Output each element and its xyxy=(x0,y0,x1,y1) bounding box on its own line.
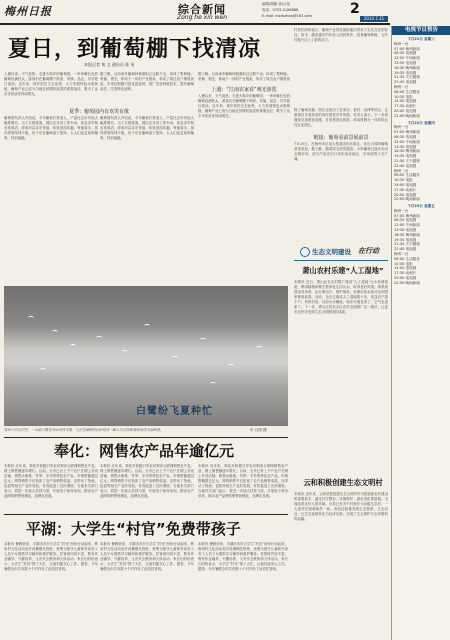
egret-icon xyxy=(28,316,34,320)
tv-listings-sidebar xyxy=(391,26,450,640)
lead-para-mid-2: 入暑以来，天气炎热。走进大埠乡的葡萄园，一串串紫红色的葡萄挂满枝头，游客们在葡萄棚下纳凉、采摘、品尝，尽享夏日清凉。近年来，该乡依托生态优势，大力发展特色水果种植，葡萄产业已成为当地农民增收致富的重要途径，吸引了众多市民前来休闲观光。 xyxy=(198,94,290,118)
lead-para-3: 据了解，目前该乡葡萄种植面积已达数千亩，形成了集种植、采摘、观光、休闲于一体的产业链条，带动了周边农户增收致富。乡里还积极引进优质品种，推广先进种植技术，提升葡萄品质，打造特色品牌。 xyxy=(100,72,194,91)
newspaper-logo: 梅州日报 xyxy=(4,5,52,18)
tv-listing-row: 22:40 电视剧 xyxy=(394,80,417,85)
egret-icon xyxy=(172,356,178,360)
eco-text: 本报讯 近日，萧山区在农村推广建设“人工湿地”污水处理系统，利用植物和微生物净化生活污水，取得良好效果。该系统建设成本低、运行费用少、维护简单，处理后的水质可达到国家排放标准。目前，全区已建成人工湿地数十处，受益农户数千户。村民们说，以前污水横流，现在环境变美了，空气也清新了。下一步，萧山区将在全区农村全面推广这一做法，让更多农民享受到生态文明建设的成果。 xyxy=(294,280,388,314)
egret-icon xyxy=(210,382,216,386)
tv-listing-row: 12:00 午间新闻 xyxy=(394,56,420,61)
tv-listing-row: 18:30 梅州新闻 xyxy=(394,65,420,70)
tv-listing-row: 22:40 电视剧 xyxy=(394,247,417,252)
egret-icon xyxy=(228,364,234,368)
eco-headline-2: 云和积极创建生态文明村 xyxy=(303,478,383,487)
tv-listing-row: 13:30 电视剧 xyxy=(394,228,417,233)
email-line: E-mail: mzrbzhxw@163.com xyxy=(262,14,312,18)
tv-listing-row: 14:00 电视剧 xyxy=(394,266,417,271)
egret-icon xyxy=(70,344,76,348)
phone-line: 电话：0753-2188888 xyxy=(262,8,299,12)
tv-listing-row: 20:00 电视剧 xyxy=(394,192,417,197)
tv-listing-row: 21:30 天天健康 xyxy=(394,242,420,247)
tv-listing-row: 07:00 梅州新闻 xyxy=(394,213,420,218)
leaf-icon xyxy=(300,247,310,257)
tv-listing-row: 21:30 天天健康 xyxy=(394,158,420,163)
date-badge: 2010.7.21 xyxy=(360,16,388,22)
tv-listing-row: 梅州一台 xyxy=(394,208,409,213)
tv-listing-row: 07:00 梅州新闻 xyxy=(394,46,420,51)
masthead-rule xyxy=(0,23,390,25)
tv-listing-row: 19:35 电视剧 xyxy=(394,237,417,242)
story2-headline: 奉化：网售农产品年逾亿元 xyxy=(54,442,235,460)
eco-text-2: 本报讯 近年来，云和县把创建生态文明村作为推进新农村建设的重要抓手，通过村庄整治、环境保护、绿化美化等措施，全面改善农村人居环境。全县已有多个村被评为省级生态村，一大批村庄面貌焕然一新。该县还积极发展生态旅游、生态农业，让生态优势转化为经济优势，实现了生态保护与农民增收的双赢。 xyxy=(294,492,388,521)
lead-subhead-2: 上週：“江南农家看”观光游览 xyxy=(211,87,277,93)
photo-credit: 叶 日朗 摄 xyxy=(250,428,267,432)
divider xyxy=(4,514,288,515)
egret-icon xyxy=(144,324,150,328)
story3-text-1: 本报讯 暑假到来，平湖市各村大学生“村官”纷纷行动起来，利用村文化活动室开设暑期托管班，免费为留守儿童和外来务工人员子女提供学习辅导和看护服务。托管班内容丰富，既有作业辅导、兴趣培养，又有安全教育和文体活动。家长们纷纷表示，大学生“村官”帮了大忙，让他们能安心工作。据悉，今年暑假全市共有数十个村开设了此类托管班。 xyxy=(4,542,98,571)
tv-listings-day: 7月23日 星期五 xyxy=(408,204,435,209)
lead-subhead-3: 链接：葡萄看前景展前景 xyxy=(313,135,369,141)
lead-subhead-1: 夏季：葡萄园内有欢笑有歌 xyxy=(68,109,129,115)
section-pinyin: Zong he xin wen xyxy=(176,14,228,21)
tv-listing-row: 19:35 电视剧 xyxy=(394,70,417,75)
tv-listing-row: 梅州二台 xyxy=(394,168,409,173)
tv-listing-row: 梅州一台 xyxy=(394,125,409,130)
story2-text-2: 本报讯 近年来，奉化市积极引导农民利用互联网销售农产品，网上销售额逐年增长。目前，全市已有上千户农户在网上开设店铺，销售水蜜桃、竹笋、芋艿等特色农产品，年销售额超过亿元。网络销售不仅拓宽了农产品销售渠道，还带动了物流、包装等相关产业的发展，有效促进了农民增收。当地有关部门表示，将进一步加大扶持力度，开展电子商务培训，推动农产品网络销售规模化、品牌化发展。 xyxy=(100,464,194,498)
lead-headline: 夏日，到葡萄棚下找清凉 xyxy=(8,37,262,62)
story2-text-1: 本报讯 近年来，奉化市积极引导农民利用互联网销售农产品，网上销售额逐年增长。目前，全市已有上千户农户在网上开设店铺，销售水蜜桃、竹笋、芋艿等特色农产品，年销售额超过亿元。网络销售不仅拓宽了农产品销售渠道，还带动了物流、包装等相关产业的发展，有效促进了农民增收。当地有关部门表示，将进一步加大扶持力度，开展电子商务培训，推动农产品网络销售规模化、品牌化发展。 xyxy=(4,464,98,498)
tv-listing-row: 22:00 晚间新闻 xyxy=(394,280,420,285)
tv-listing-row: 10:30 电影 xyxy=(394,94,413,99)
tv-listing-row: 18:30 梅州新闻 xyxy=(394,232,420,237)
tv-listing-row: 08:00 生活服务 xyxy=(394,256,420,261)
tv-listing-row: 08:00 生活服务 xyxy=(394,89,420,94)
story3-headline: 平湖：大学生“村官”免费带孩子 xyxy=(26,520,241,538)
tv-listing-row: 14:00 电视剧 xyxy=(394,99,417,104)
lead-byline: 本报记者 黄 文 通讯员 陈 英 xyxy=(84,62,135,67)
tv-listings-day: 7月22日 星期四 xyxy=(408,120,435,125)
photo-caption: 蕉岭千亩良田里，一大群白鹭在田间觅食飞翔，与正在插秧的农民构成一幅人与自然和谐相处的美丽画卷。 xyxy=(4,428,164,432)
right-col-text-1: 村民们纷纷表示，葡萄产业的发展给他们带来了实实在在的好处。如今，越来越多的年轻人回到家乡，投身葡萄种植，为乡村振兴注入了新的活力。 xyxy=(294,28,388,42)
tv-listing-row: 08:30 电视剧 xyxy=(394,134,417,139)
tv-listing-row: 19:35 电视剧 xyxy=(394,154,417,159)
photo-overlay-caption: 白鹭纷飞夏种忙 xyxy=(136,406,213,417)
tv-listing-row: 08:30 电视剧 xyxy=(394,218,417,223)
tv-listing-row: 13:30 电视剧 xyxy=(394,144,417,149)
lead-para-1: 入暑以来，天气炎热。走进大埠乡的葡萄园，一串串紫红色的葡萄挂满枝头，游客们在葡萄棚下纳凉、采摘、品尝，尽享夏日清凉。近年来，该乡依托生态优势，大力发展特色水果种植，葡萄产业已成为当地农民增收致富的重要途径，吸引了众多市民前来休闲观光。 xyxy=(4,72,98,96)
tv-listing-row: 22:00 晚间新闻 xyxy=(394,113,420,118)
tv-listing-row: 14:00 电视剧 xyxy=(394,182,417,187)
divider xyxy=(4,437,288,438)
egret-photo xyxy=(4,286,288,426)
tv-listing-row: 20:00 电视剧 xyxy=(394,108,417,113)
section-title: 综合新闻 xyxy=(178,3,226,16)
story3-text-3: 本报讯 暑假到来，平湖市各村大学生“村官”纷纷行动起来，利用村文化活动室开设暑期托管班，免费为留守儿童和外来务工人员子女提供学习辅导和看护服务。托管班内容丰富，既有作业辅导、兴趣培养，又有安全教育和文体活动。家长们纷纷表示，大学生“村官”帮了大忙，让他们能安心工作。据悉，今年暑假全市共有数十个村开设了此类托管班。 xyxy=(198,542,288,571)
lead-para-2: 葡萄园负责人介绍说，今年葡萄长势喜人，产量比去年有较大幅度增长。为了方便游客，园区还开设了停车场、休息凉亭和农家饭店，游客可以亲手采摘，体验田园乐趣。每逢周末，园内游客络绎不绝，孩子们在葡萄架下嬉戏，大人们品尝新鲜葡萄，其乐融融。 xyxy=(4,116,98,140)
page-number: 2 xyxy=(350,1,360,17)
lead-para-2b: 葡萄园负责人介绍说，今年葡萄长势喜人，产量比去年有较大幅度增长。为了方便游客，园区还开设了停车场、休息凉亭和农家饭店，游客可以亲手采摘，体验田园乐趣。每逢周末，园内游客络绎不绝，孩子们在葡萄架下嬉戏，大人们品尝新鲜葡萄，其乐融融。 xyxy=(100,116,194,140)
tv-listing-row: 08:30 电视剧 xyxy=(394,51,417,56)
tv-listing-row: 18:30 梅州新闻 xyxy=(394,149,420,154)
tv-listing-row: 21:30 天天健康 xyxy=(394,75,420,80)
egret-icon xyxy=(122,350,128,354)
story3-text-2: 本报讯 暑假到来，平湖市各村大学生“村官”纷纷行动起来，利用村文化活动室开设暑期托管班，免费为留守儿童和外来务工人员子女提供学习辅导和看护服务。托管班内容丰富，既有作业辅导、兴趣培养，又有安全教育和文体活动。家长们纷纷表示，大学生“村官”帮了大忙，让他们能安心工作。据悉，今年暑假全市共有数十个村开设了此类托管班。 xyxy=(100,542,194,571)
egret-icon xyxy=(96,336,102,340)
tv-listing-row: 17:30 动画片 xyxy=(394,187,417,192)
story2-text-3: 本报讯 近年来，奉化市积极引导农民利用互联网销售农产品，网上销售额逐年增长。目前，全市已有上千户农户在网上开设店铺，销售水蜜桃、竹笋、芋艿等特色农产品，年销售额超过亿元。网络销售不仅拓宽了农产品销售渠道，还带动了物流、包装等相关产业的发展，有效促进了农民增收。当地有关部门表示，将进一步加大扶持力度，开展电子商务培训，推动农产品网络销售规模化、品牌化发展。 xyxy=(198,464,288,498)
tv-listing-row: 07:00 梅州新闻 xyxy=(394,130,420,135)
egret-icon xyxy=(256,346,262,350)
eco-banner-calligraphy: 在行动 xyxy=(358,246,379,255)
tv-listing-row: 梅州二台 xyxy=(394,84,409,89)
right-col-link-text: 7月20日，在梅州市区某大型超市的水果区，来自大埠的葡萄备受欢迎。据了解，随着知名度的提高，大埠葡萄已逐步走向全国市场，部分产品还出口到东南亚地区，市场前景十分广阔。 xyxy=(294,142,388,161)
lead-para-mid-1: 据了解，目前该乡葡萄种植面积已达数千亩，形成了集种植、采摘、观光、休闲于一体的产业链条，带动了周边农户增收致 xyxy=(198,72,290,81)
tv-listings-day: 7月21日 星期三 xyxy=(408,37,435,41)
tv-listing-row: 08:00 生活服务 xyxy=(394,173,420,178)
egret-icon xyxy=(200,338,206,342)
eco-headline: 萧山农村乐建“人工湿地” xyxy=(302,266,384,275)
egret-icon xyxy=(40,368,46,372)
egret-icon xyxy=(52,330,58,334)
tv-listing-row: 17:30 动画片 xyxy=(394,271,417,276)
tv-listing-row: 梅州一台 xyxy=(394,41,409,46)
right-col-text-2: 除了葡萄采摘，园区还推出了农家乐、垂钓、烧烤等项目，让游客在享受美食的同时感受乡村风情。负责人表示，下一步将继续完善配套设施，打造集观光旅游、休闲度假为一体的综合性农业园区。 xyxy=(294,108,388,127)
editor-line: 编辑/胡瑜 设计/吴 xyxy=(262,2,290,6)
tv-listing-row: 22:00 晚间新闻 xyxy=(394,197,420,202)
tv-listing-row: 20:00 电视剧 xyxy=(394,276,417,281)
tv-listing-row: 梅州二台 xyxy=(394,252,409,257)
masthead xyxy=(0,0,450,24)
tv-listing-row: 13:30 电视剧 xyxy=(394,60,417,65)
tv-listing-row: 22:40 电视剧 xyxy=(394,163,417,168)
tv-listing-row: 12:00 午间新闻 xyxy=(394,139,420,144)
eco-banner-title: 生态文明建设 xyxy=(312,248,351,256)
tv-listing-row: 17:30 动画片 xyxy=(394,104,417,109)
eco-banner xyxy=(294,244,388,261)
tv-listing-row: 12:00 午间新闻 xyxy=(394,223,420,228)
tv-listings-title: 电视节目预告 xyxy=(392,26,450,35)
tv-listing-row: 10:30 电影 xyxy=(394,178,413,183)
tv-listing-row: 10:30 电影 xyxy=(394,261,413,266)
tv-listings-body xyxy=(392,37,450,286)
